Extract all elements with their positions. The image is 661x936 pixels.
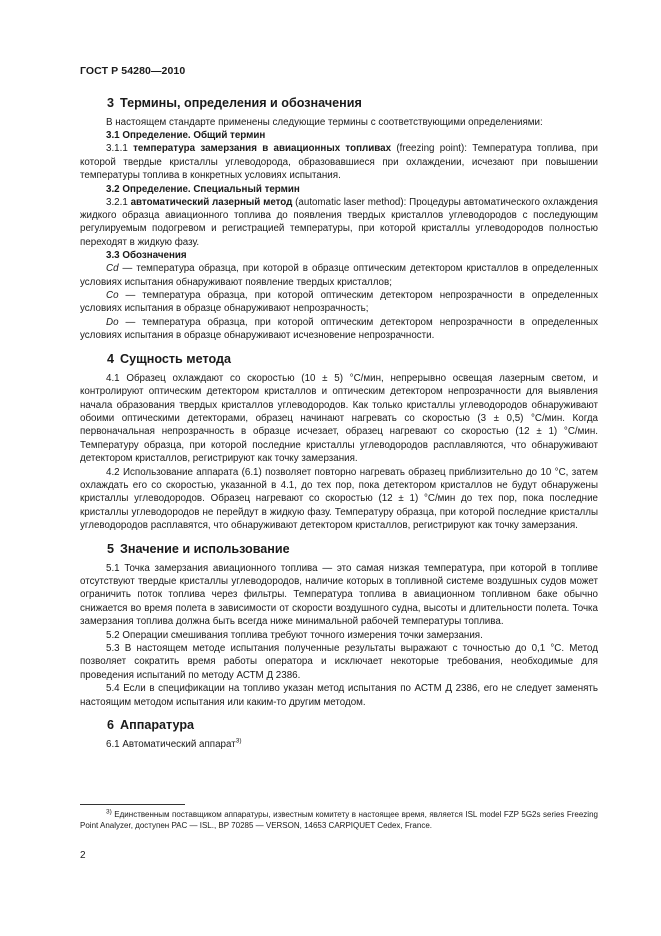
paragraph-4-1: 4.1 Образец охлаждают со скоростью (10 ± 5) °С/мин, непрерывно освещая лазерным светом, и контролируют оптическим детектором кристаллов и оптическим детектором непрозрачности для выявления начала образования твердых кристаллов углеводородов. Как только кристаллы углеводородов обнаруживают обоими оптическими детекторами, образец начинают нагревать со скоростью (3 ± 0,5) °С/мин. Когда первоначальная непрозрачность в образце исчезает, образец нагревают со скоростью (12 ± 1) °С/мин. Температуру образца, при которой последние кристаллы углеводородов расплавляются, что обнаруживают детектором кристаллов, регистрируют как точку замерзания. [80,372,598,465]
paragraph-5-3: 5.3 В настоящем методе испытания полученные результаты выражают с точностью до 0,1 °С. Метод позволяет сократить время работы оператора и исключает некоторые требования, необходимые для проведения испытаний по методу АСТМ Д 2386. [80,643,598,681]
footnote-mark: 3) [106,808,112,816]
paragraph-4-2: 4.2 Использование аппарата (6.1) позволяет повторно нагревать образец приблизительно до 10 °С, затем охлаждать его со скоростью, указанной в 4.1, до тех пор, пока детектором кристаллов не будут обнаружены кристаллы углеводородов. Образец нагревают со скоростью (12 ± 1) °С/мин до тех пор, пока последние кристаллы углеводородов не перейдут в жидкую фазу. Температуру образца, при которой последние кристаллы углеводородов расплавятся, что обнаруживают детектором кристаллов, регистрируют как точку замерзания. [80,466,598,532]
page-number: 2 [80,850,86,861]
section-4-heading: 4 Сущность метода [107,351,231,366]
paragraph-5-2: 5.2 Операции смешивания топлива требуют точного измерения точки замерзания. [106,629,483,641]
term-3-1-1: 3.1.1 температура замерзания в авиационных топливах (freezing point): Температура топлива, при которой твердые кристаллы углеводорода, образовавшиеся при охлаждении, исчезают при повышении температуры топлива в конкретных условиях испытания. [80,143,598,182]
term-3-2-1: 3.2.1 автоматический лазерный метод (automatic laser method): Процедуры автоматического охлаждения жидкого образца авиационного топлива до появления твердых кристаллов углеводородов с последующим регулируемым подогревом и регистрацией температуры, при которой кристаллы углеводородов полностью переходят в жидкую фазу. [80,196,598,248]
subsection-3-1-heading: 3.1 Определение. Общий термин [106,130,266,142]
paragraph-5-4: 5.4 Если в спецификации на топливо указан метод испытания по АСТМ Д 2386, его не следует заменять настоящим методом испытания или каким-то другим методом. [80,683,598,708]
paragraph-5-1: 5.1 Точка замерзания авиационного топлива — это самая низкая температура, при которой в топливе отсутствуют твердые кристаллы углеводородов, наличие которых в топливной системе воздушных судов может ограничить поток топлива через фильтры. Температура топлива в авиационном топливном баке обычно снижается во время полета в зависимости от скорости воздушного судна, высоты и длительности полета. Точка замерзания топлива должна быть всегда ниже минимальной рабочей температуры топлива. [80,562,598,628]
subsection-3-2-heading: 3.2 Определение. Специальный термин [106,183,300,195]
section-3-heading: 3 Термины, определения и обозначения [107,96,362,110]
section-6-heading: 6 Аппаратура [107,718,195,733]
footnote: $^{3)}$ Единственным поставщиком аппаратуры, известным комитету в настоящее время, является ISL model FZP 5G2s series Freezing Point Analyzer, доступен PAC — ISL., BP 70285 — VERSON, 14653 CARPIQUET Cedex, France. [80,808,598,830]
section-3-intro: В настоящем стандарте применены следующие термины с соответствующими определениями: [106,117,543,128]
paragraph-6-1: 6.1 Автоматический аппарат$^{3)}$ [106,737,242,751]
page-content [80,96,598,751]
document-header: ГОСТ Р 54280—2010 [80,65,186,77]
section-5-heading: 5 Значение и использование [107,541,290,556]
footnote-reference: 3) [235,737,242,745]
footnote-divider [80,804,185,805]
symbol-co: Co — температура образца, при которой оптическим детектором непрозрачности в определенных условиях испытания в образце обнаруживают непрозрачность; [80,290,598,315]
symbol-cd: Cd — температура образца, при которой в образце оптическим детектором кристаллов в определенных условиях испытания обнаруживают появление твердых кристаллов; [80,263,599,288]
symbol-do: Do — температура образца, при которой оптическим детектором непрозрачности в определенных условиях испытания в образце обнаруживают исчезновение непрозрачности. [80,316,598,342]
subsection-3-3-heading: 3.3 Обозначения [106,250,187,262]
